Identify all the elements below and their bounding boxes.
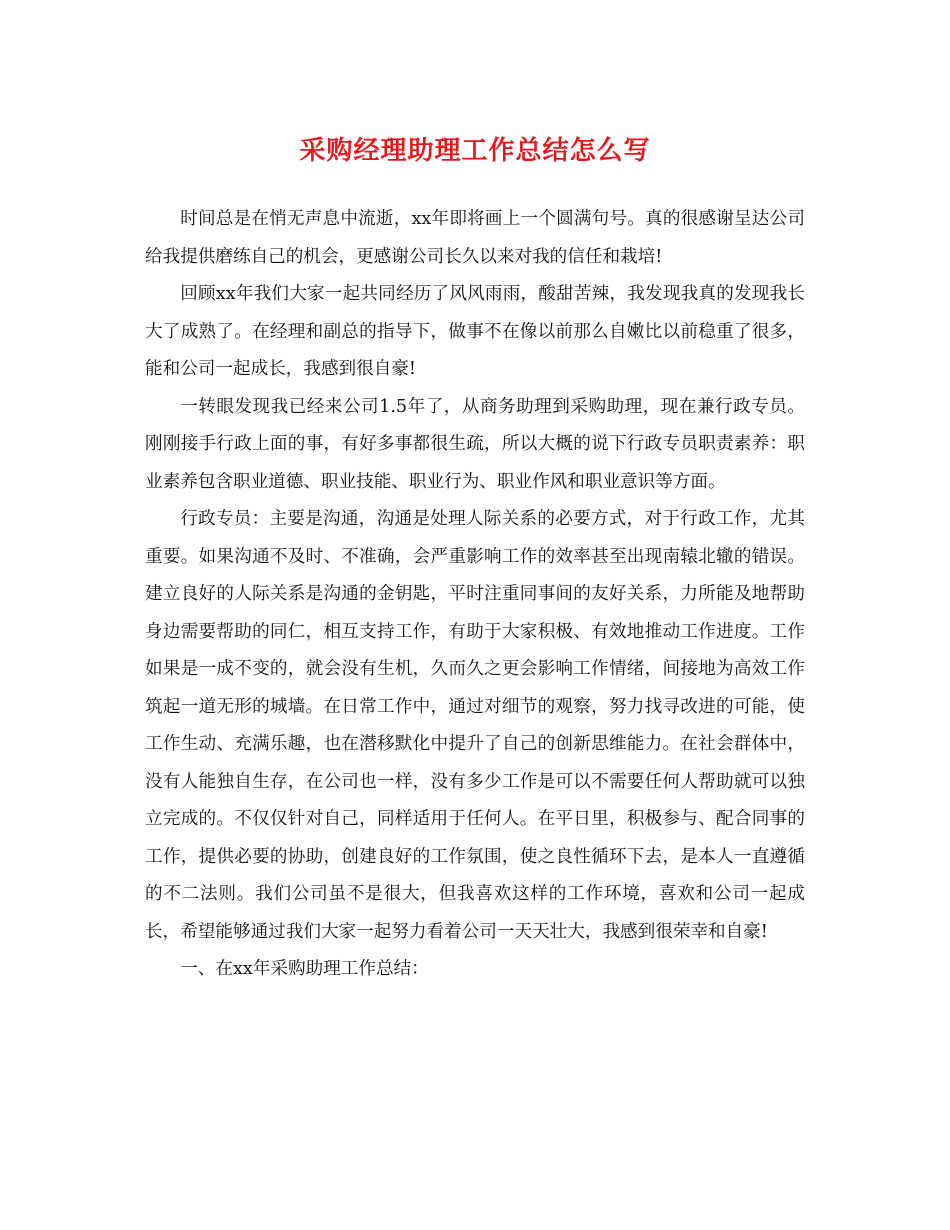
document-title: 采购经理助理工作总结怎么写 <box>299 136 651 166</box>
paragraph-role: 一转眼发现我已经来公司1.5年了，从商务助理到采购助理，现在兼行政专员。刚刚接手行政上面的事，有好多事都很生疏，所以大概的说下行政专员职责素养：职业素养包含职业道德、职业技能、职业行为、职业作风和职业意识等方面。 <box>145 396 805 492</box>
paragraph-section-heading: 一、在xx年采购助理工作总结： <box>180 959 429 979</box>
paragraph-intro: 时间总是在悄无声息中流逝，xx年即将画上一个圆满句号。真的很感谢呈达公司给我提供磨练自己的机会，更感谢公司长久以来对我的信任和栽培! <box>145 209 805 267</box>
paragraph-admin-duties: 行政专员：主要是沟通，沟通是处理人际关系的必要方式，对于行政工作，尤其重要。如果沟通不及时、不准确，会严重影响工作的效率甚至出现南辕北辙的错误。建立良好的人际关系是沟通的金钥匙，平时注重同事间的友好关系，力所能及地帮助身边需要帮助的同仁，相互支持工作，有助于大家积极、有效地推动工作进度。工作如果是一成不变的，就会没有生机，久而久之更会影响工作情绪，间接地为高效工作筑起一道无形的城墙。在日常工作中，通过对细节的观察，努力找寻改进的可能，使工作生动、充满乐趣，也在潜移默化中提升了自己的创新思维能力。在社会群体中，没有人能独自生存，在公司也一样，没有多少工作是可以不需要任何人帮助就可以独立完成的。不仅仅针对自己，同样适用于任何人。在平日里，积极参与、配合同事的工作，提供必要的协助，创建良好的工作氛围，使之良性循环下去，是本人一直遵循的不二法则。我们公司虽不是很大，但我喜欢这样的工作环境，喜欢和公司一起成长，希望能够通过我们大家一起努力看着公司一天天壮大，我感到很荣幸和自豪! <box>145 509 805 942</box>
document-body <box>145 201 805 989</box>
paragraph-review: 回顾xx年我们大家一起共同经历了风风雨雨，酸甜苦辣，我发现我真的发现我长大了成熟了。在经理和副总的指导下，做事不在像以前那么自嫩比以前稳重了很多，能和公司一起成长，我感到很自豪! <box>145 284 805 379</box>
